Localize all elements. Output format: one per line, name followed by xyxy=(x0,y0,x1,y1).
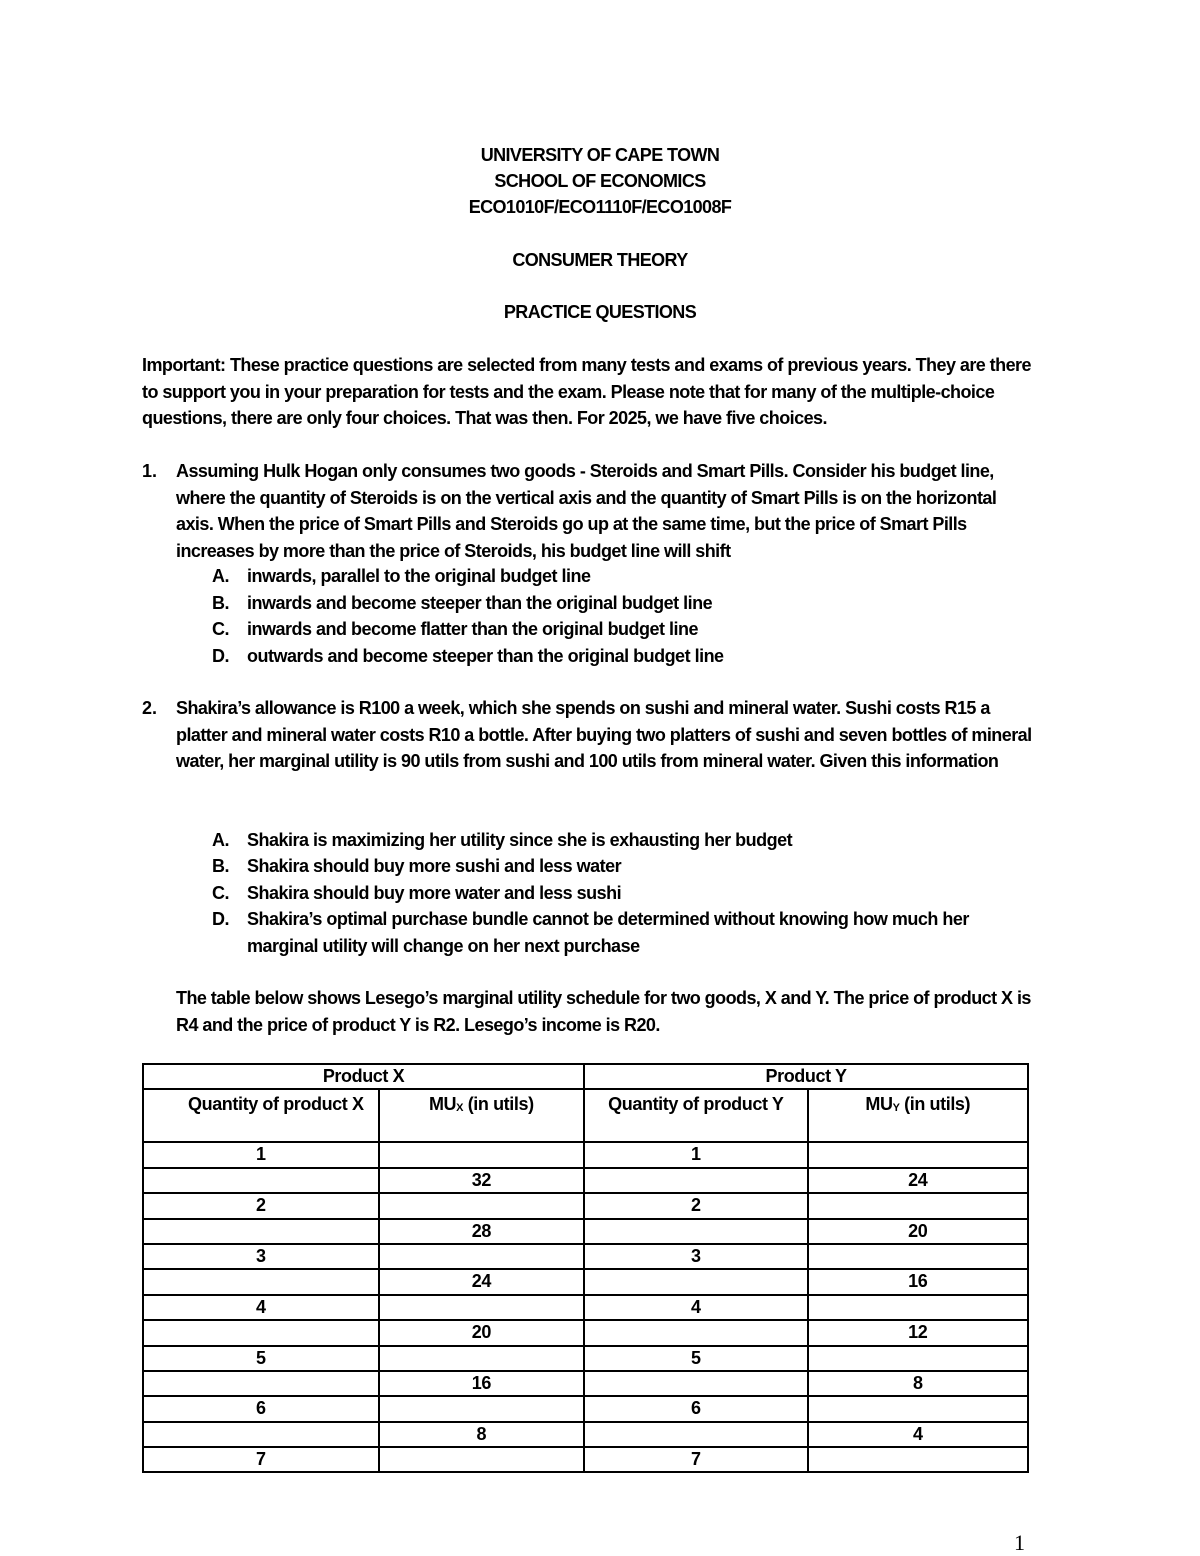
table-cell: 16 xyxy=(808,1269,1028,1294)
table-cell: 7 xyxy=(143,1447,379,1472)
table-cell: 28 xyxy=(379,1219,584,1244)
school-name: SCHOOL OF ECONOMICS xyxy=(494,171,706,191)
table-cell: 5 xyxy=(584,1346,808,1371)
table-cell: 1 xyxy=(143,1142,379,1167)
table-cell: 8 xyxy=(379,1422,584,1447)
table-cell: 12 xyxy=(808,1320,1028,1345)
option-text: Shakira’s optimal purchase bundle cannot be determined without knowing how much her marginal utility will change on her next purchase xyxy=(247,909,969,956)
table-cell: 4 xyxy=(143,1295,379,1320)
intro-paragraph: Important: These practice questions are selected from many tests and exams of previous years. They are there to support you in your preparation for tests and the exam. Please note that for many of the multiple-choice questions, there are only four choices. That was then. For 2025, we have five choices. xyxy=(142,355,1031,428)
table-intro: The table below shows Lesego’s marginal utility schedule for two goods, X and Y. The price of product X is R4 and the price of product Y is R2. Lesego’s income is R20. xyxy=(176,988,1031,1035)
table-cell xyxy=(379,1244,584,1269)
question-text: Assuming Hulk Hogan only consumes two goods - Steroids and Smart Pills. Consider his budget line, where the quantity of Steroids is on the vertical axis and the quantity of Smart Pills is on the horizontal axis. When the price of Smart Pills and Steroids go up at the same time, but the price of Smart Pills increases by more than the price of Steroids, his budget line will shift xyxy=(176,461,997,561)
question-number: 1. xyxy=(142,461,158,481)
table-cell xyxy=(808,1346,1028,1371)
table-cell: 4 xyxy=(584,1295,808,1320)
table-group-header xyxy=(143,1064,1028,1089)
option-letter: D. xyxy=(212,646,229,666)
table-cell xyxy=(584,1168,808,1193)
table-cell: 4 xyxy=(808,1422,1028,1447)
table-cell: 24 xyxy=(379,1269,584,1294)
marginal-utility-table xyxy=(142,1063,1029,1473)
table-row xyxy=(143,1142,1028,1167)
table-column-header xyxy=(143,1089,1028,1142)
table-cell xyxy=(143,1219,379,1244)
table-cell xyxy=(379,1447,584,1472)
table-row xyxy=(143,1346,1028,1371)
table-row xyxy=(143,1219,1028,1244)
course-codes: ECO1010F/ECO1110F/ECO1008F xyxy=(468,197,732,217)
table-cell xyxy=(379,1295,584,1320)
table-cell xyxy=(143,1422,379,1447)
table-cell: 5 xyxy=(143,1346,379,1371)
product-x-header: Product X xyxy=(143,1064,584,1089)
table-cell xyxy=(808,1244,1028,1269)
option-text: inwards and become steeper than the original budget line xyxy=(247,593,713,613)
table-row xyxy=(143,1422,1028,1447)
table-cell: 6 xyxy=(143,1396,379,1421)
table-cell: 2 xyxy=(143,1193,379,1218)
table-cell: 32 xyxy=(379,1168,584,1193)
option-letter: B. xyxy=(212,856,229,876)
university-name: UNIVERSITY OF CAPE TOWN xyxy=(480,145,720,165)
option-letter: D. xyxy=(212,909,229,929)
table-cell: 24 xyxy=(808,1168,1028,1193)
topic-title: CONSUMER THEORY xyxy=(512,250,688,270)
question-text: Shakira’s allowance is R100 a week, which she spends on sushi and mineral water. Sushi costs R15 a platter and mineral water costs R10 a bottle. After buying two platters of sushi and seven bottles of mineral water, her marginal utility is 90 utils from sushi and 100 utils from mineral water. Given this information xyxy=(176,698,1032,771)
quantity-x-header: Quantity of product X xyxy=(143,1089,379,1142)
table-cell: 1 xyxy=(584,1142,808,1167)
table-cell xyxy=(584,1371,808,1396)
table-cell xyxy=(143,1371,379,1396)
table-cell: 3 xyxy=(584,1244,808,1269)
table-cell: 8 xyxy=(808,1371,1028,1396)
option-text: Shakira should buy more water and less sushi xyxy=(247,883,622,903)
mux-header: $MU_X$ (in utils) xyxy=(379,1089,584,1142)
table-cell xyxy=(143,1269,379,1294)
option-letter: C. xyxy=(212,619,229,639)
table-cell: 7 xyxy=(584,1447,808,1472)
table-cell xyxy=(808,1295,1028,1320)
product-y-header: Product Y xyxy=(584,1064,1028,1089)
table-cell xyxy=(379,1193,584,1218)
table-cell xyxy=(584,1269,808,1294)
table-cell xyxy=(808,1447,1028,1472)
table-row xyxy=(143,1269,1028,1294)
table-row xyxy=(143,1371,1028,1396)
page-number: 1 xyxy=(1014,1530,1025,1555)
option-letter: A. xyxy=(212,566,229,586)
document-subtitle: PRACTICE QUESTIONS xyxy=(503,302,697,322)
table-row xyxy=(143,1447,1028,1472)
table-cell xyxy=(584,1320,808,1345)
table-row xyxy=(143,1295,1028,1320)
muy-header: $MU_Y$ (in utils) xyxy=(808,1089,1028,1142)
table-cell: 2 xyxy=(584,1193,808,1218)
option-text: Shakira is maximizing her utility since she is exhausting her budget xyxy=(247,830,793,850)
table-cell xyxy=(379,1396,584,1421)
table-cell xyxy=(379,1142,584,1167)
option-letter: C. xyxy=(212,883,229,903)
table-cell: 16 xyxy=(379,1371,584,1396)
option-text: outwards and become steeper than the original budget line xyxy=(247,646,724,666)
table-row xyxy=(143,1193,1028,1218)
quantity-y-header: Quantity of product Y xyxy=(584,1089,808,1142)
table-cell xyxy=(143,1168,379,1193)
table-cell xyxy=(584,1219,808,1244)
table-row xyxy=(143,1320,1028,1345)
table-cell: 3 xyxy=(143,1244,379,1269)
table-cell xyxy=(808,1193,1028,1218)
table-cell xyxy=(584,1422,808,1447)
option-text: inwards, parallel to the original budget line xyxy=(247,566,591,586)
table-cell xyxy=(808,1142,1028,1167)
option-text: Shakira should buy more sushi and less water xyxy=(247,856,622,876)
table-cell: 6 xyxy=(584,1396,808,1421)
option-letter: A. xyxy=(212,830,229,850)
option-letter: B. xyxy=(212,593,229,613)
table-cell: 20 xyxy=(808,1219,1028,1244)
question-number: 2. xyxy=(142,698,158,718)
table-row xyxy=(143,1244,1028,1269)
table-cell: 20 xyxy=(379,1320,584,1345)
option-text: inwards and become flatter than the original budget line xyxy=(247,619,699,639)
table-cell xyxy=(379,1346,584,1371)
table-row xyxy=(143,1396,1028,1421)
table-row xyxy=(143,1168,1028,1193)
table-cell xyxy=(143,1320,379,1345)
table-cell xyxy=(808,1396,1028,1421)
